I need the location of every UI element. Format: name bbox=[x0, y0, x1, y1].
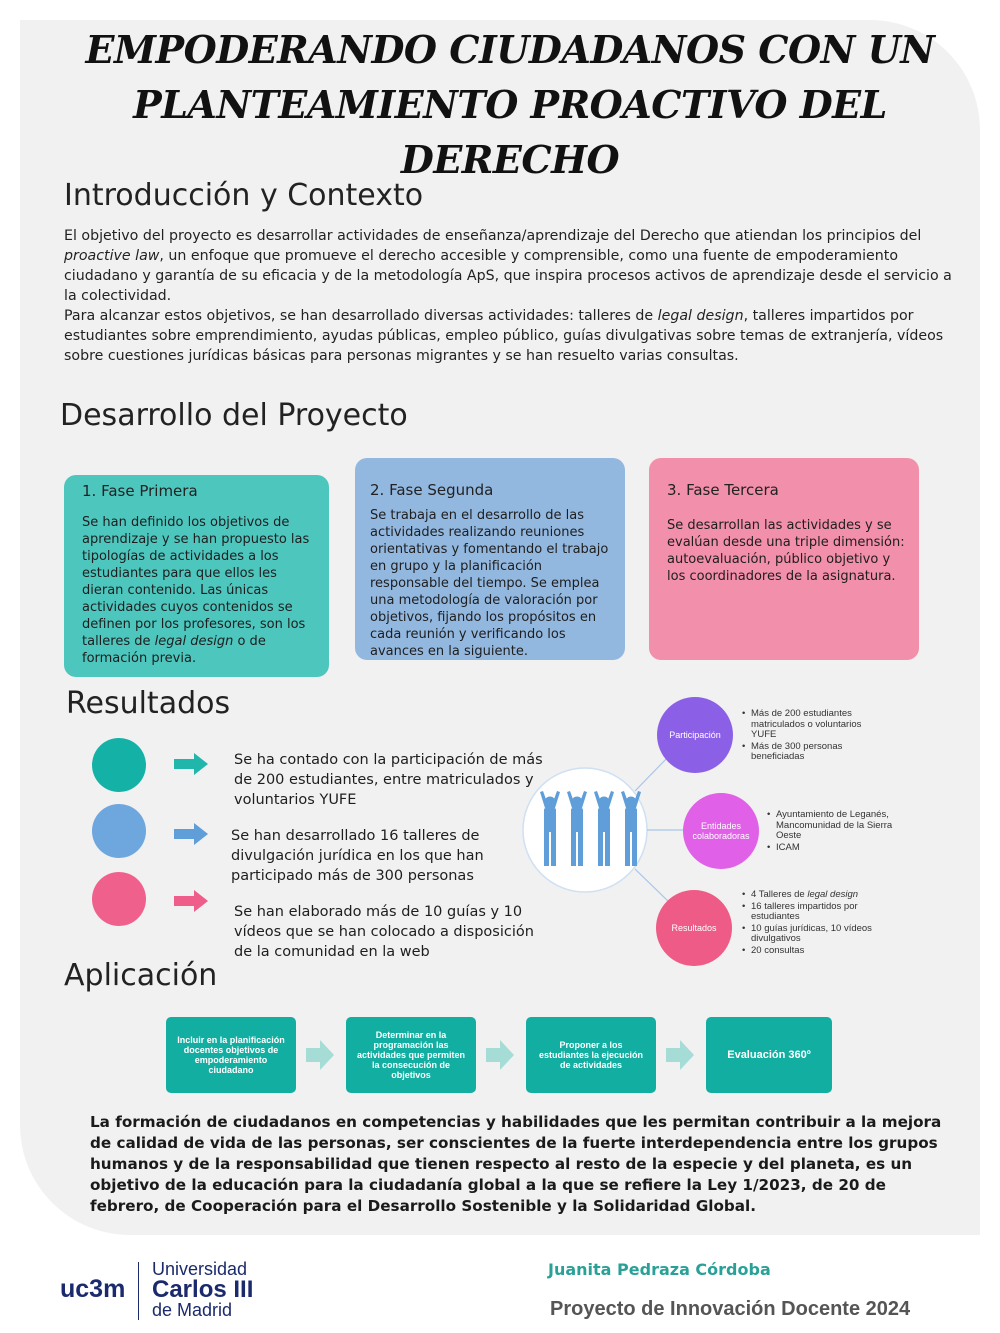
application-step-3: Proponer a los estudiantes la ejecución de actividades bbox=[526, 1017, 656, 1093]
result-2-dot bbox=[92, 804, 146, 858]
intro-p1-part-a: El objetivo del proyecto es desarrollar actividades de enseñanza/aprendizaje del Derecho que atiendan los principios del bbox=[64, 228, 922, 244]
bullets-entidades bbox=[767, 810, 897, 854]
phase-1-title: 1. Fase Primera bbox=[82, 482, 198, 500]
intro-p1-part-b: , un enfoque que promueve el derecho accesible y comprensible, como una fuente de empoderamiento ciudadano y garantía de su eficacia y de la metodología ApS, que inspira procesos activos de aprendizaje desde el servicio a la colectividad. bbox=[64, 248, 952, 304]
logo-line-2: Carlos III bbox=[152, 1276, 254, 1303]
bullet-resultados-2: • 16 talleres impartidos por estudiantes bbox=[742, 902, 872, 923]
logo-line-1: Universidad bbox=[152, 1259, 248, 1279]
phase-3-card bbox=[649, 458, 919, 660]
title-line-3: DERECHO bbox=[400, 137, 620, 182]
result-3-arrow-icon bbox=[174, 890, 208, 912]
bullet-entidades-2: • ICAM bbox=[767, 843, 897, 854]
application-step-2: Determinar en la programación las actividades que permiten la consecución de objetivos bbox=[346, 1017, 476, 1093]
desarrollo-heading: Desarrollo del Proyecto bbox=[60, 398, 408, 433]
intro-text bbox=[64, 226, 954, 366]
chevron-right-icon bbox=[306, 1040, 334, 1070]
author-name: Juanita Pedraza Córdoba bbox=[548, 1260, 771, 1279]
intro-p2-emphasis: legal design bbox=[657, 308, 744, 324]
result-3-dot bbox=[92, 872, 146, 926]
phase-2-text: Se trabaja en el desarrollo de las actividades realizando reuniones orientativas y fomentando el trabajo en grupo y la planificación responsable del tiempo. Se emplea una metodología de valoración por objetivos, fijando los propósitos en cada reunión y verificando los avances en la siguiente. bbox=[370, 508, 609, 659]
aplicacion-heading: Aplicación bbox=[64, 958, 218, 993]
phase-2-title: 2. Fase Segunda bbox=[370, 481, 494, 499]
bullets-resultados bbox=[742, 890, 872, 957]
phase-2-card bbox=[355, 458, 625, 660]
result-1-text: Se ha contado con la participación de más de 200 estudiantes, entre matriculados y voluntarios YUFE bbox=[234, 752, 543, 808]
phase-1-text-emphasis: legal design bbox=[154, 634, 234, 649]
phase-3-title: 3. Fase Tercera bbox=[667, 481, 779, 499]
bullet-resultados-1-a: 4 Talleres de bbox=[751, 889, 808, 900]
result-1-arrow-icon bbox=[174, 753, 208, 775]
bullet-resultados-4: • 20 consultas bbox=[742, 946, 872, 957]
bullet-resultados-3: • 10 guías jurídicas, 10 vídeos divulgativos bbox=[742, 924, 872, 945]
bullets-participacion bbox=[742, 709, 872, 764]
intro-p1-emphasis: proactive law bbox=[64, 248, 160, 264]
bullet-participacion-2: • Más de 300 personas beneficiadas bbox=[742, 742, 872, 763]
application-step-1: Incluir en la planificación docentes objetivos de empoderamiento ciudadano bbox=[166, 1017, 296, 1093]
result-1-dot bbox=[92, 738, 146, 792]
title-line-2: PLANTEAMIENTO PROACTIVO DEL bbox=[133, 82, 887, 127]
intro-paragraph-2 bbox=[64, 306, 954, 366]
node-resultados: Resultados bbox=[656, 890, 732, 966]
people-group-icon bbox=[537, 790, 647, 870]
resultados-heading: Resultados bbox=[66, 686, 231, 721]
phase-1-text-a: Se han definido los objetivos de aprendizaje y se han propuesto las tipologías de actividades a los estudiantes para que ellos les dieran contenido. Las únicas actividades cuyos contenidos se definen por los profesores, son los talleres de bbox=[82, 515, 310, 649]
logo-uc3m-text: uc3m bbox=[60, 1275, 126, 1303]
title-line-1: EMPODERANDO CIUDADANOS CON UN bbox=[85, 27, 935, 72]
intro-p2-part-b: , talleres impartidos por estudiantes sobre emprendimiento, ayudas públicas, empleo público, guías divulgativas sobre temas de extranjería, vídeos sobre cuestiones jurídicas básicas para personas migrantes y se han resuelto varias consultas. bbox=[64, 308, 944, 364]
node-participacion: Participación bbox=[657, 697, 733, 773]
intro-p2-part-a: Para alcanzar estos objetivos, se han desarrollado diversas actividades: talleres de bbox=[64, 308, 658, 324]
logo-line-3: de Madrid bbox=[152, 1300, 233, 1320]
closing-paragraph: La formación de ciudadanos en competencias y habilidades que les permitan contribuir a la mejora de calidad de vida de las personas, ser conscientes de la fuerte interdependencia entre los grupos humanos y de la responsabilidad que tienen respecto al resto de la especie y del planeta, es un objetivo de la educación para la ciudadanía global a la que se refiere la Ley 1/2023, de 20 de febrero, de Cooperación para el Desarrollo Sostenible y la Solidaridad Global. bbox=[90, 1113, 942, 1215]
result-3-text: Se han elaborado más de 10 guías y 10 vídeos que se han colocado a disposición de la comunidad en la web bbox=[234, 904, 534, 960]
intro-heading: Introducción y Contexto bbox=[64, 178, 424, 213]
phase-1-card bbox=[64, 475, 329, 677]
bullet-resultados-1 bbox=[742, 890, 872, 901]
phase-1-text bbox=[82, 514, 318, 667]
poster-title bbox=[40, 22, 980, 187]
phase-1-text-b: o de formación previa. bbox=[82, 634, 266, 666]
result-2-arrow-icon bbox=[174, 823, 208, 845]
bullet-entidades-1: • Ayuntamiento de Leganés, Mancomunidad de la Sierra Oeste bbox=[767, 810, 897, 842]
chevron-right-icon bbox=[666, 1040, 694, 1070]
bullet-resultados-1-emphasis: legal design bbox=[807, 889, 859, 900]
chevron-right-icon bbox=[486, 1040, 514, 1070]
bullet-participacion-1: • Más de 200 estudiantes matriculados o voluntarios YUFE bbox=[742, 709, 872, 741]
result-2-text: Se han desarrollado 16 talleres de divulgación jurídica en los que han participado más de 300 personas bbox=[231, 828, 484, 884]
application-step-4: Evaluación 360º bbox=[706, 1017, 832, 1093]
project-label: Proyecto de Innovación Docente 2024 bbox=[550, 1298, 911, 1320]
intro-paragraph-1 bbox=[64, 226, 954, 306]
phase-3-text: Se desarrollan las actividades y se evalúan desde una triple dimensión: autoevaluación, público objetivo y los coordinadores de la asignatura. bbox=[667, 518, 905, 584]
logo-divider bbox=[138, 1262, 139, 1320]
node-entidades-colaboradoras: Entidades colaboradoras bbox=[683, 793, 759, 869]
